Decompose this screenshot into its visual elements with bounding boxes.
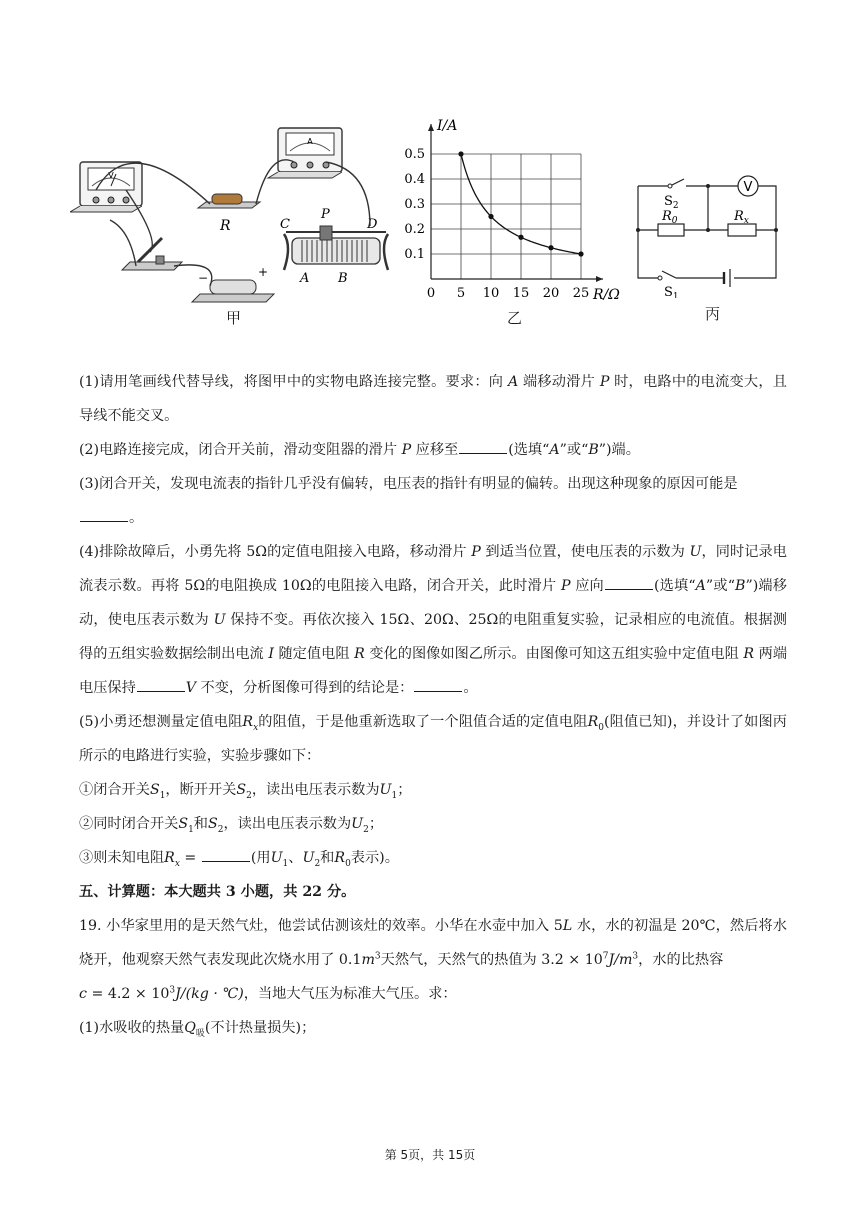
- resistor-r0-label: $R_0$: [662, 209, 678, 226]
- x-axis-arrow: [596, 276, 603, 282]
- rheostat-label-c: C: [280, 217, 290, 232]
- x-tick-label: 25: [572, 286, 590, 301]
- voltmeter-symbol-letter: V: [743, 180, 753, 195]
- question-part-1: (1)请用笔画线代替导线，将图甲中的实物电路连接完整。要求：向 A 端移动滑片 P 时，电路中的电流变大，且导线不能交叉。: [79, 374, 787, 424]
- answer-blank[interactable]: [80, 507, 128, 522]
- step-1: ①闭合开关$S_1$，断开开关$S_2$，读出电压表示数为$U_1$；: [79, 782, 412, 801]
- data-point: [578, 251, 583, 256]
- ammeter-device: [268, 128, 342, 178]
- figure-label-jia: 甲: [226, 309, 242, 327]
- ammeter-letter: A: [307, 137, 313, 146]
- y-tick-label: 0.1: [404, 247, 425, 262]
- circuit-photo-jia: [70, 110, 400, 310]
- question-part-3: (3)闭合开关，发现电流表的指针几乎没有偏转，电压表的指针有明显的偏转。出现这种现象的原因可能是 。: [79, 476, 738, 526]
- battery-minus: −: [198, 271, 209, 285]
- x-tick-label: 15: [512, 286, 530, 301]
- section-heading: 五、计算题：本大题共 3 小题，共 22 分。: [79, 884, 356, 900]
- y-tick-label: 0.5: [404, 147, 425, 162]
- rheostat-device: [280, 207, 388, 286]
- data-point: [488, 214, 493, 219]
- y-axis-arrow: [428, 124, 434, 131]
- switch-s1-label: $S_1$: [664, 285, 679, 298]
- question-19-part-1: (1)水吸收的热量$Q_吸$(不计热量损失)；: [79, 1020, 316, 1039]
- figure-label-yi: 乙: [507, 309, 523, 327]
- chart-yi: [396, 105, 636, 315]
- question-part-5: (5)小勇还想测量定值电阻$R_x$的阻值，于是他重新选取了一个阻值合适的定值电阻$R_0$(阻值已知)，并设计了如图丙所示的电路进行实验，实验步骤如下：: [79, 714, 787, 764]
- answer-blank[interactable]: [137, 677, 185, 692]
- answer-blank[interactable]: [414, 677, 462, 692]
- y-tick-label: 0.2: [404, 222, 425, 237]
- voltmeter-letter: V: [108, 171, 114, 180]
- switch-s2-label: $S_2$: [664, 194, 679, 211]
- rheostat-label-p: P: [321, 207, 330, 222]
- question-part-2: (2)电路连接完成，闭合开关前，滑动变阻器的滑片 P 应移至 (选填“A”或“B”)端。: [79, 433, 787, 467]
- battery-plus: +: [258, 265, 269, 279]
- data-point: [458, 151, 463, 156]
- y-axis-label: I/A: [437, 118, 458, 134]
- step-3: ③则未知电阻$R_x$ = (用$U_1$、$U_2$和$R_0$表示)。: [79, 841, 787, 875]
- data-point: [548, 245, 553, 250]
- answer-blank[interactable]: [202, 847, 250, 862]
- question-19: 19. 小华家里用的是天然气灶，他尝试估测该灶的效率。小华在水壶中加入 5L 水，水的初温是 20℃，然后将水烧开，他观察天然气表发现此次烧水用了 $0.1m^3$天然气，天然气的热值为 $3.2 \times 10^7J/m^3$，水的比热容 $c = 4.2 \times 10^3J/(kg$ · ℃)，当地大气压为标准大气压。求：: [79, 918, 787, 1002]
- answer-blank[interactable]: [459, 439, 507, 454]
- data-point: [518, 235, 523, 240]
- y-tick-label: 0.4: [404, 172, 425, 187]
- resistor-rx-label: $R_x$: [734, 209, 749, 226]
- x-tick-label: 10: [482, 286, 500, 301]
- step-2: ②同时闭合开关$S_1$和$S_2$，读出电压表示数为$U_2$；: [79, 816, 384, 835]
- figure-area: [0, 100, 860, 335]
- x-tick-label: 5: [456, 286, 466, 301]
- figure-label-bing: 丙: [705, 305, 721, 323]
- question-text: [79, 365, 787, 1045]
- page-footer: 第 5页，共 15页: [384, 1148, 476, 1162]
- voltmeter-device: [70, 162, 142, 212]
- resistor-device: [198, 194, 260, 234]
- resistor-label: R: [220, 218, 231, 234]
- rheostat-label-b: B: [338, 271, 348, 286]
- x-axis-label: R/Ω: [593, 287, 620, 303]
- circuit-diagram-bing: [630, 168, 790, 298]
- x-tick-label: 0: [426, 286, 436, 301]
- x-tick-label: 20: [542, 286, 560, 301]
- answer-blank[interactable]: [605, 575, 653, 590]
- battery-device: [192, 265, 274, 302]
- question-part-4: (4)排除故障后，小勇先将 5Ω的定值电阻接入电路，移动滑片 P 到适当位置，使电压表的示数为 U，同时记录电流表示数。再将 5Ω的电阻换成 10Ω的电阻接入电路，闭合开关，此时滑片 P 应向 (选填“A”或“B”)端移动，使电压表示数为 U 保持不变。再依次接入 15Ω、20Ω、25Ω的电阻重复实验，记录相应的电流值。根据测得的五组实验数据绘制出电流 I 随定值电阻 R 变化的图像如图乙所示。由图像可知这五组实验中定值电阻 R 两端电压保持 V 不变，分析图像可得到的结论是： 。: [79, 544, 788, 696]
- rheostat-label-a: A: [300, 271, 310, 286]
- rheostat-label-d: D: [367, 217, 378, 232]
- y-tick-label: 0.3: [404, 197, 425, 212]
